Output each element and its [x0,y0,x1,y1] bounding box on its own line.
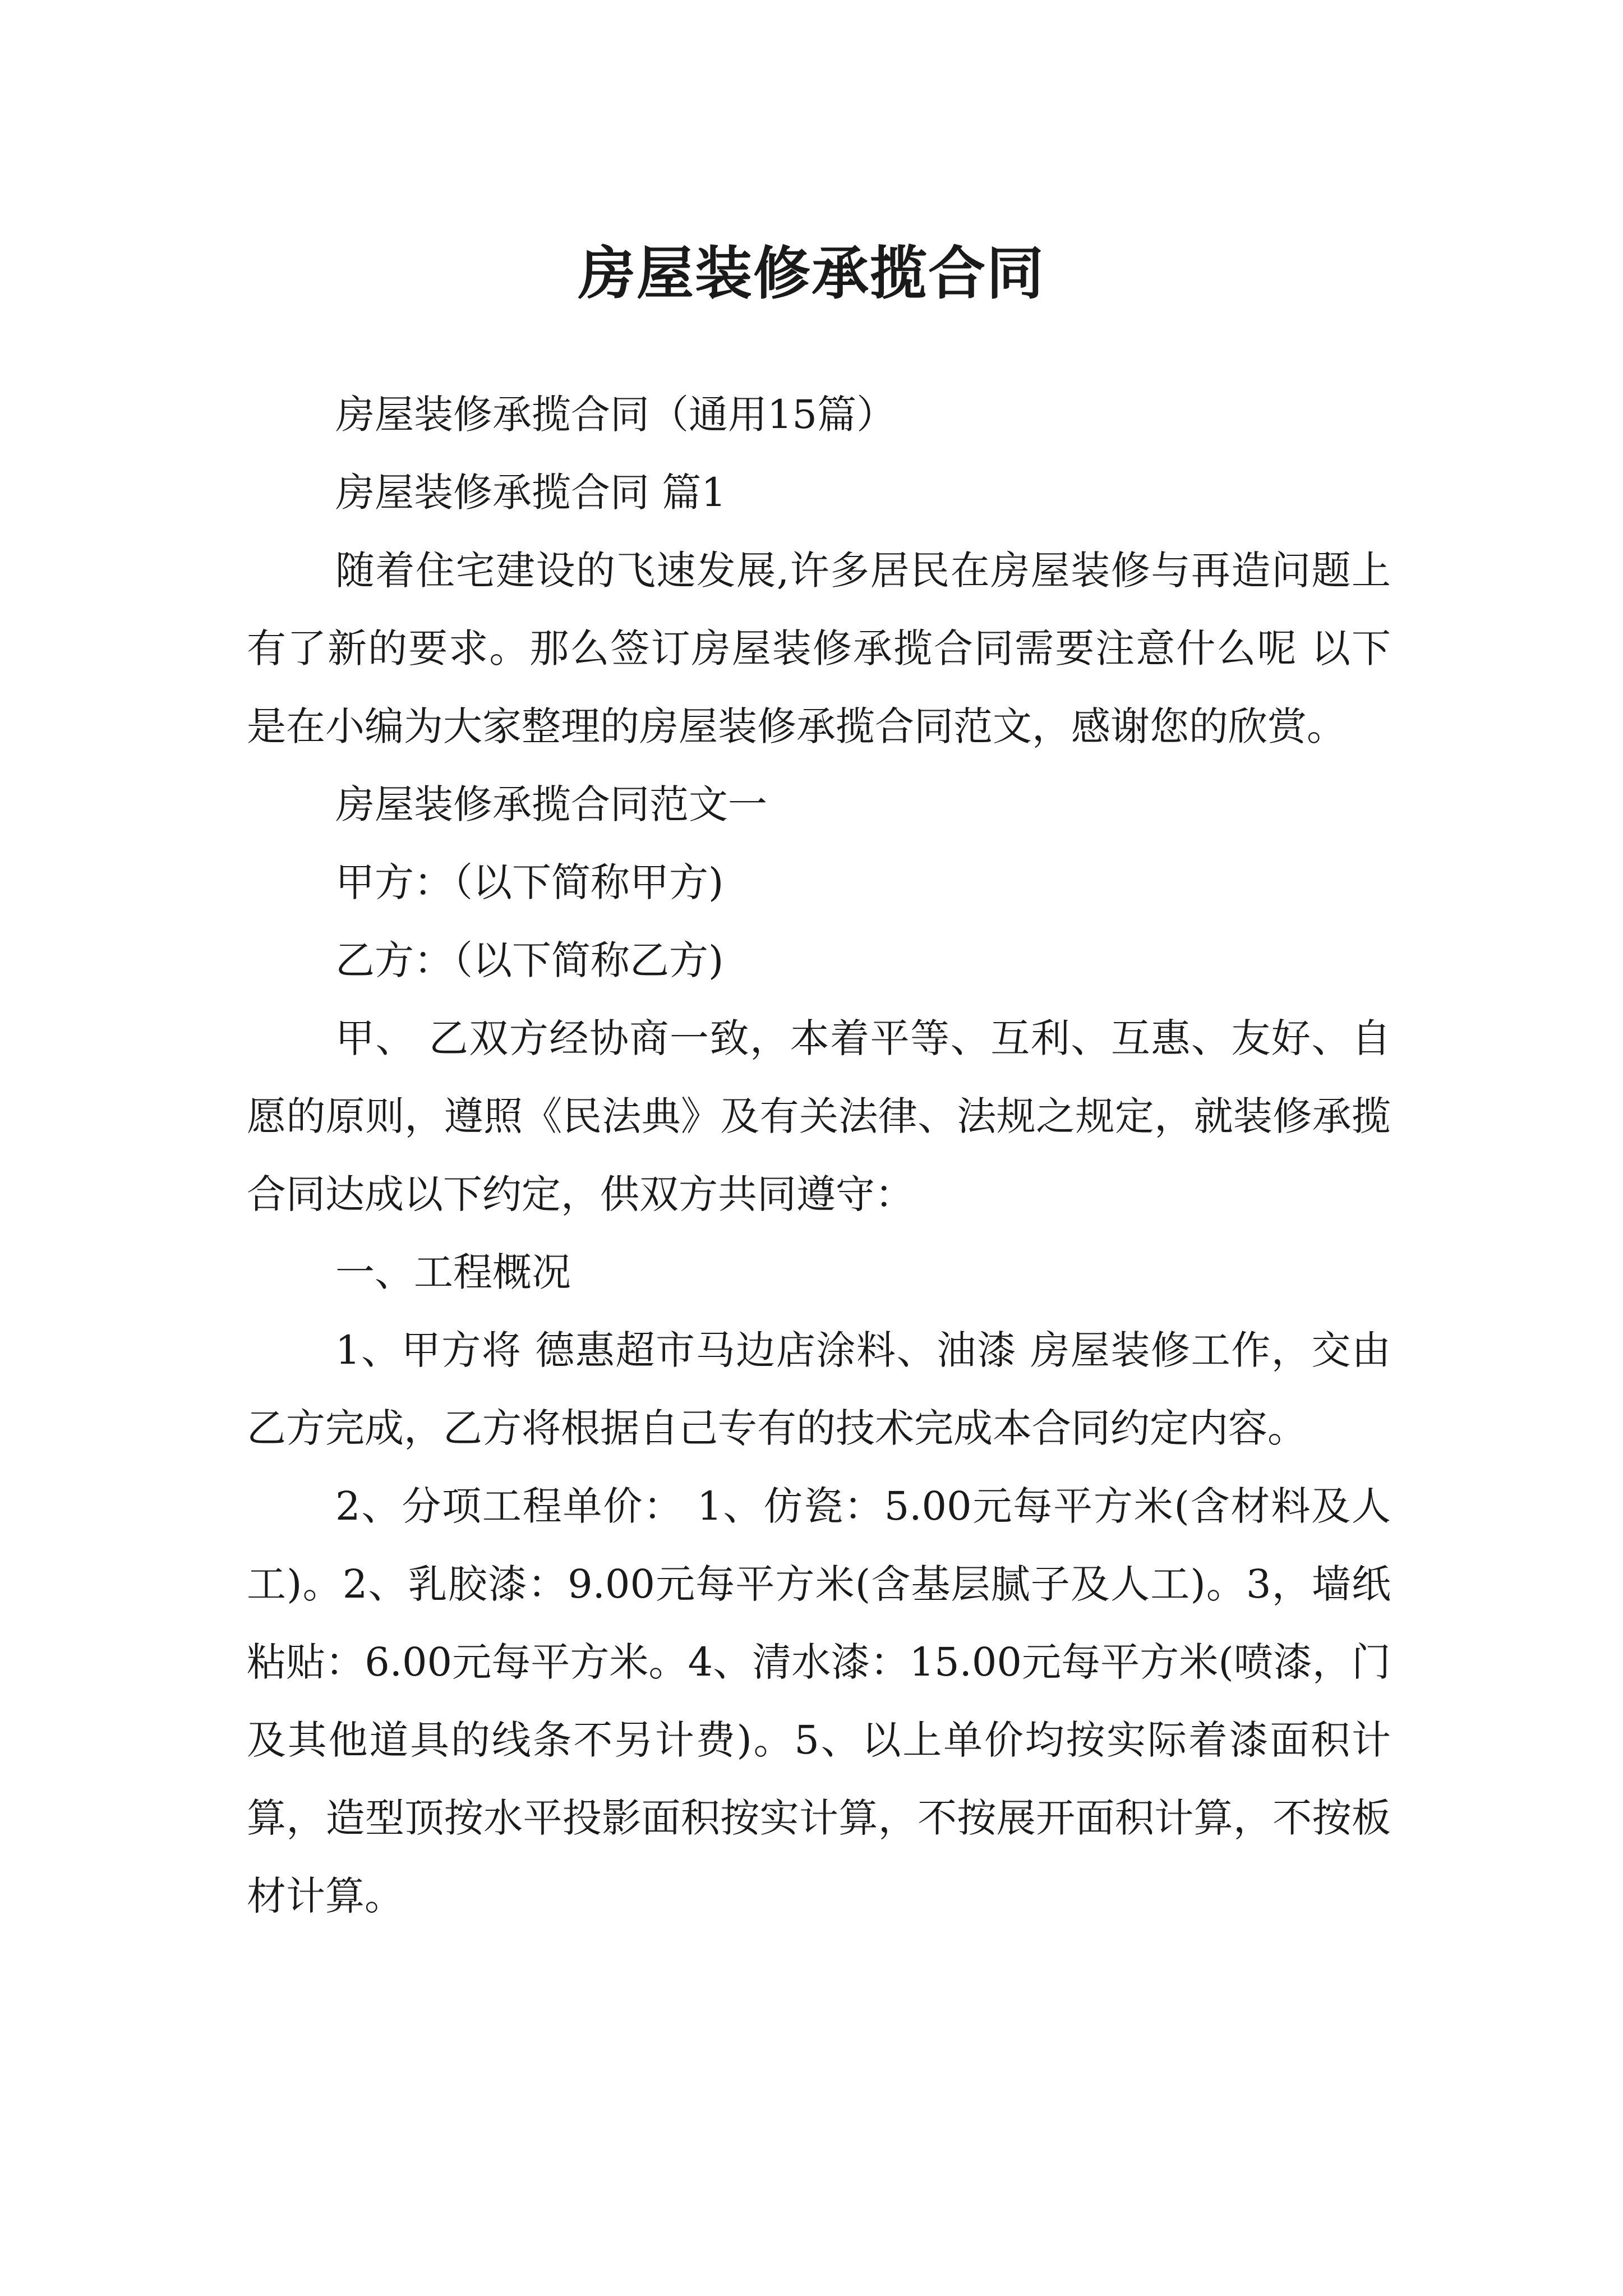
paragraph-sample-heading: 房屋装修承揽合同范文一 [335,781,767,827]
paragraph-section-heading: 一、工程概况 [335,1249,571,1295]
paragraph-subtitle: 房屋装修承揽合同（通用15篇） [335,392,896,438]
paragraph-part-heading: 房屋装修承揽合同 篇1 [335,470,726,516]
paragraph-agreement: 甲、 乙双方经协商一致，本着平等、互利、互惠、友好、自愿的原则，遵照《民法典》及有关法律、法规之规定，就装修承揽合同达成以下约定，供双方共同遵守： [247,1015,1391,1217]
paragraph-party-b: 乙方：（以下简称乙方) [335,937,724,983]
paragraph-party-a: 甲方：（以下简称甲方) [335,859,724,905]
document-title: 房屋装修承揽合同 [578,240,1045,308]
document-body [247,376,1391,1935]
paragraph-clause-1: 1、甲方将 德惠超市马边店涂料、油漆 房屋装修工作，交由乙方完成，乙方将根据自己专有的技术完成本合同约定内容。 [247,1327,1391,1451]
paragraph-clause-2: 2、分项工程单价： 1、仿瓷：5.00元每平方米(含材料及人工)。2、乳胶漆：9.00元每平方米(含基层腻子及人工)。3，墙纸粘贴：6.00元每平方米。4、清水漆：15.00元每平方米(喷漆，门及其他道具的线条不另计费)。5、以上单价均按实际着漆面积计算，造型顶按水平投影面积按实计算，不按展开面积计算，不按板材计算。 [247,1483,1391,1919]
paragraph-intro: 随着住宅建设的飞速发展,许多居民在房屋装修与再造问题上有了新的要求。那么签订房屋装修承揽合同需要注意什么呢 以下是在小编为大家整理的房屋装修承揽合同范文，感谢您的欣赏。 [247,547,1391,749]
